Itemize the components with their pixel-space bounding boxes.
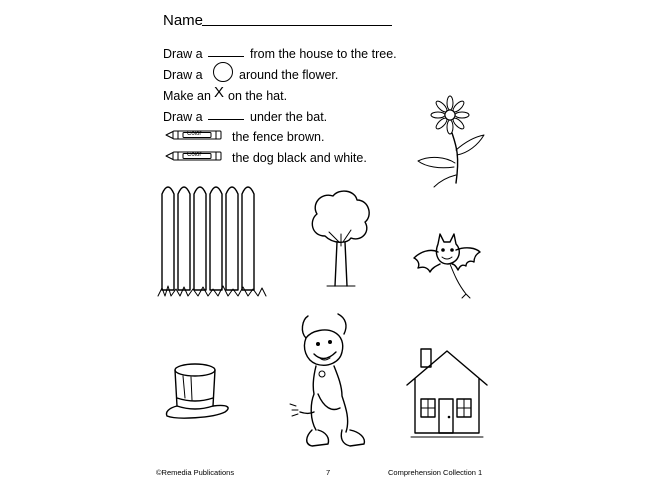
tree-icon [305, 188, 375, 290]
name-label: Name [163, 12, 204, 29]
hat-icon [163, 362, 235, 424]
name-field[interactable] [202, 25, 392, 26]
instruction-line-2-text: around the flower. [239, 68, 339, 82]
footer-page-number: 7 [326, 468, 331, 477]
instruction-line-2-prefix: Draw a [163, 68, 203, 82]
line-symbol [208, 119, 244, 120]
crayon-label: Color [187, 131, 202, 137]
flower-icon [412, 95, 492, 190]
house-icon [405, 345, 491, 439]
instruction-line-5-text: the fence brown. [232, 130, 325, 144]
x-symbol: X [214, 84, 225, 101]
instruction-line-3-prefix: Make an [163, 89, 211, 103]
footer-collection: Comprehension Collection 1 [388, 468, 483, 477]
instruction-line-4-prefix: Draw a [163, 110, 203, 124]
footer-publisher: ©Remedia Publications [156, 468, 235, 477]
instruction-line-6-text: the dog black and white. [232, 151, 367, 165]
instruction-line-1-prefix: Draw a [163, 47, 203, 61]
instruction-line-4-text: under the bat. [250, 110, 328, 124]
bat-icon [410, 232, 482, 300]
fence-icon [158, 178, 268, 300]
crayon-label: Color [187, 152, 202, 158]
circle-symbol [213, 62, 233, 82]
dog-icon [288, 312, 372, 452]
instruction-line-3-text: on the hat. [228, 89, 288, 103]
instruction-line-1-text: from the house to the tree. [250, 47, 397, 61]
line-symbol [208, 56, 244, 57]
